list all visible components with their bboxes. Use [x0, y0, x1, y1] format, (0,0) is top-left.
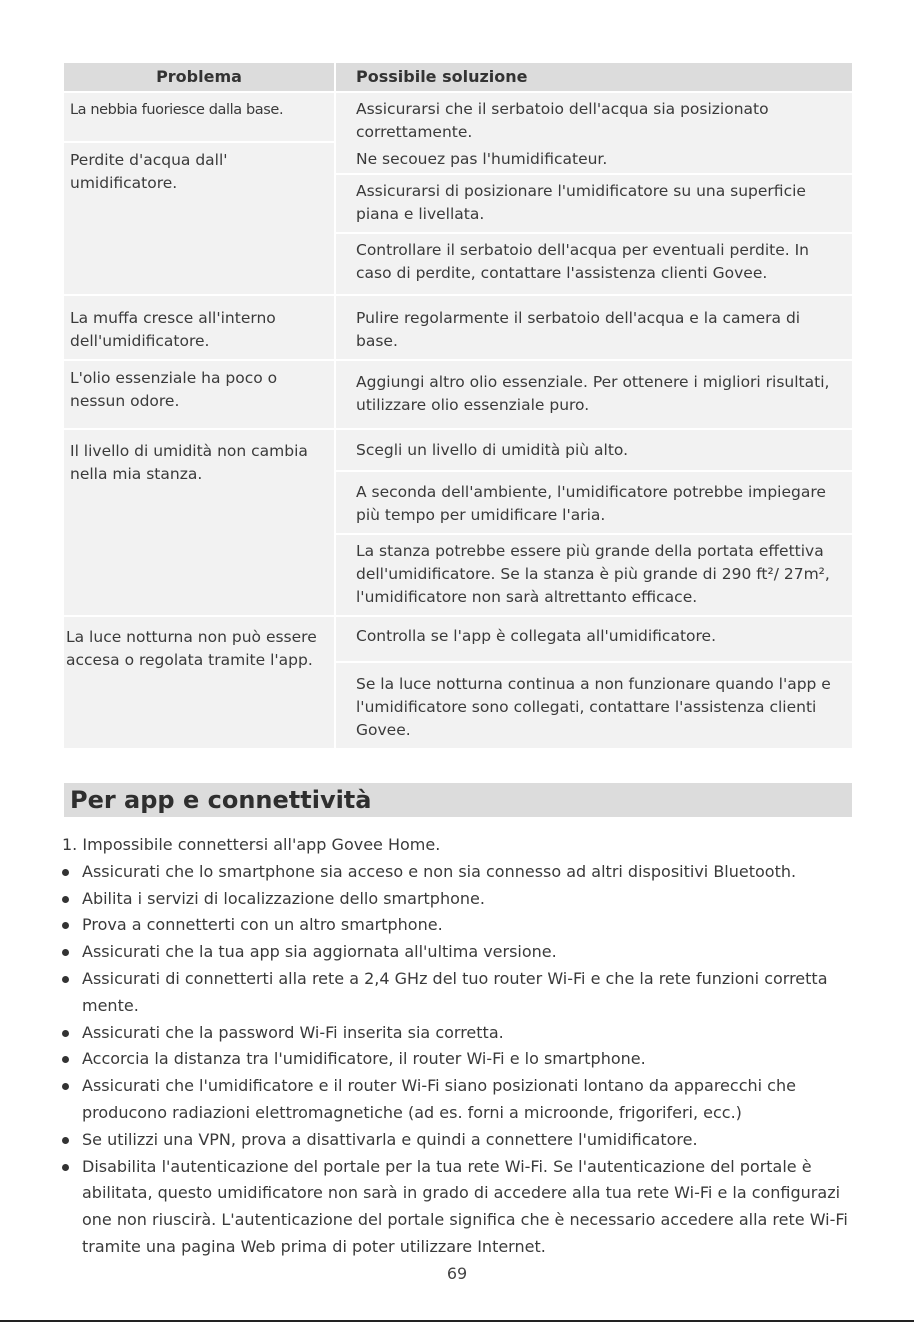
list-item	[62, 939, 862, 966]
solution-item: Controllare il serbatoio dell'acqua per eventuali perdite. In caso di perdite, contattare l'assistenza clienti Govee.	[336, 234, 852, 294]
numbered-item: 1. Impossibile connettersi all'app Govee Home.	[62, 835, 441, 854]
solutions-cell	[336, 143, 852, 294]
bullet-icon	[62, 1083, 69, 1090]
table-header	[64, 63, 852, 91]
list-item-text: Abilita i servizi di localizzazione dello smartphone.	[82, 888, 485, 908]
list-item-text: Assicurati di connetterti alla rete a 2,4 GHz del tuo router Wi-Fi e che la rete funzioni corretta mente.	[82, 968, 828, 1015]
problem-cell: L'olio essenziale ha poco o nessun odore.	[64, 361, 334, 428]
solution-item: Scegli un livello di umidità più alto.	[336, 430, 852, 470]
list-item-text: Disabilita l'autenticazione del portale per la tua rete Wi-Fi. Se l'autenticazione del portale è abilitata, questo umidificatore non sarà in grado di accedere alla tua rete Wi-Fi e la configurazi one non riuscirà. L'autenticazione del portale significa che è necessario accedere alla rete Wi-Fi tramite una pagina Web prima di poter utilizzare Internet.	[82, 1156, 848, 1256]
list-item-text: Assicurati che lo smartphone sia acceso e non sia connesso ad altri dispositivi Bluetooth.	[82, 861, 797, 881]
problem-cell: La luce notturna non può essere accesa o regolata tramite l'app.	[64, 617, 334, 748]
solutions-cell	[336, 296, 852, 359]
troubleshooting-table	[64, 63, 852, 750]
solution-item: A seconda dell'ambiente, l'umidificatore potrebbe impiegare più tempo per umidificare l'aria.	[336, 472, 852, 533]
bullet-icon	[62, 1164, 69, 1171]
table-row	[64, 296, 852, 359]
table-row	[64, 617, 852, 748]
solution-item: Controlla se l'app è collegata all'umidificatore.	[336, 617, 852, 661]
list-item	[62, 1073, 862, 1127]
header-solution: Possibile soluzione	[336, 63, 852, 91]
bullet-icon	[62, 922, 69, 929]
bullet-icon	[62, 1056, 69, 1063]
list-item	[62, 1154, 862, 1261]
problem-cell: Il livello di umidità non cambia nella mia stanza.	[64, 430, 334, 615]
table-row	[64, 430, 852, 615]
list-item-text: Assicurati che la password Wi-Fi inserita sia corretta.	[82, 1022, 504, 1042]
list-item	[62, 1020, 862, 1047]
solutions-cell	[336, 93, 852, 141]
bullet-icon	[62, 869, 69, 876]
solution-item: La stanza potrebbe essere più grande della portata effettiva dell'umidificatore. Se la stanza è più grande di 290 ft²/ 27m², l'umidificatore non sarà altrettanto efficace.	[336, 535, 852, 615]
list-item-text: Prova a connetterti con un altro smartphone.	[82, 915, 443, 935]
bullet-icon	[62, 896, 69, 903]
bullet-icon	[62, 949, 69, 956]
connectivity-list	[62, 832, 862, 1261]
list-item	[62, 859, 862, 886]
table-row	[64, 93, 852, 141]
solution-item: Ne secouez pas l'humidificateur.	[336, 143, 852, 173]
section-title: Per app e connettività	[70, 786, 372, 814]
list-item-text: Se utilizzi una VPN, prova a disattivarla e quindi a connettere l'umidificatore.	[82, 1129, 698, 1149]
solution-item: Assicurarsi che il serbatoio dell'acqua sia posizionato correttamente.	[336, 93, 852, 150]
bullet-icon	[62, 976, 69, 983]
solution-item: Se la luce notturna continua a non funzionare quando l'app e l'umidificatore sono collegati, contattare l'assistenza clienti Govee.	[336, 663, 852, 748]
list-item	[62, 1127, 862, 1154]
solution-item: Assicurarsi di posizionare l'umidificatore su una superficie piana e livellata.	[336, 175, 852, 232]
solutions-cell	[336, 617, 852, 748]
problem-cell: Perdite d'acqua dall' umidificatore.	[64, 143, 334, 294]
list-item-text: Assicurati che la tua app sia aggiornata all'ultima versione.	[82, 942, 557, 962]
footer-rule	[0, 1320, 914, 1322]
bullet-icon	[62, 1137, 69, 1144]
list-item	[62, 886, 862, 913]
table-row	[64, 361, 852, 428]
section-header	[64, 783, 852, 817]
problem-cell: La nebbia fuoriesce dalla base.	[64, 93, 334, 141]
list-item	[62, 912, 862, 939]
solutions-cell	[336, 430, 852, 615]
solutions-cell	[336, 361, 852, 428]
solution-item: Pulire regolarmente il serbatoio dell'acqua e la camera di base.	[336, 296, 852, 359]
page-number: 69	[446, 1264, 468, 1283]
problem-cell: La muffa cresce all'interno dell'umidificatore.	[64, 296, 334, 359]
list-item-text: Accorcia la distanza tra l'umidificatore, il router Wi-Fi e lo smartphone.	[82, 1049, 646, 1069]
list-item	[62, 1046, 862, 1073]
table-row	[64, 143, 852, 294]
list-item-text: Assicurati che l'umidificatore e il router Wi-Fi siano posizionati lontano da apparecchi che producono radiazioni elettromagnetiche (ad es. forni a microonde, frigoriferi, ecc.)	[82, 1076, 796, 1122]
solution-item: Aggiungi altro olio essenziale. Per ottenere i migliori risultati, utilizzare olio essenziale puro.	[336, 361, 852, 428]
header-problem: Problema	[64, 63, 334, 91]
list-item	[62, 966, 862, 1020]
bullet-icon	[62, 1030, 69, 1037]
